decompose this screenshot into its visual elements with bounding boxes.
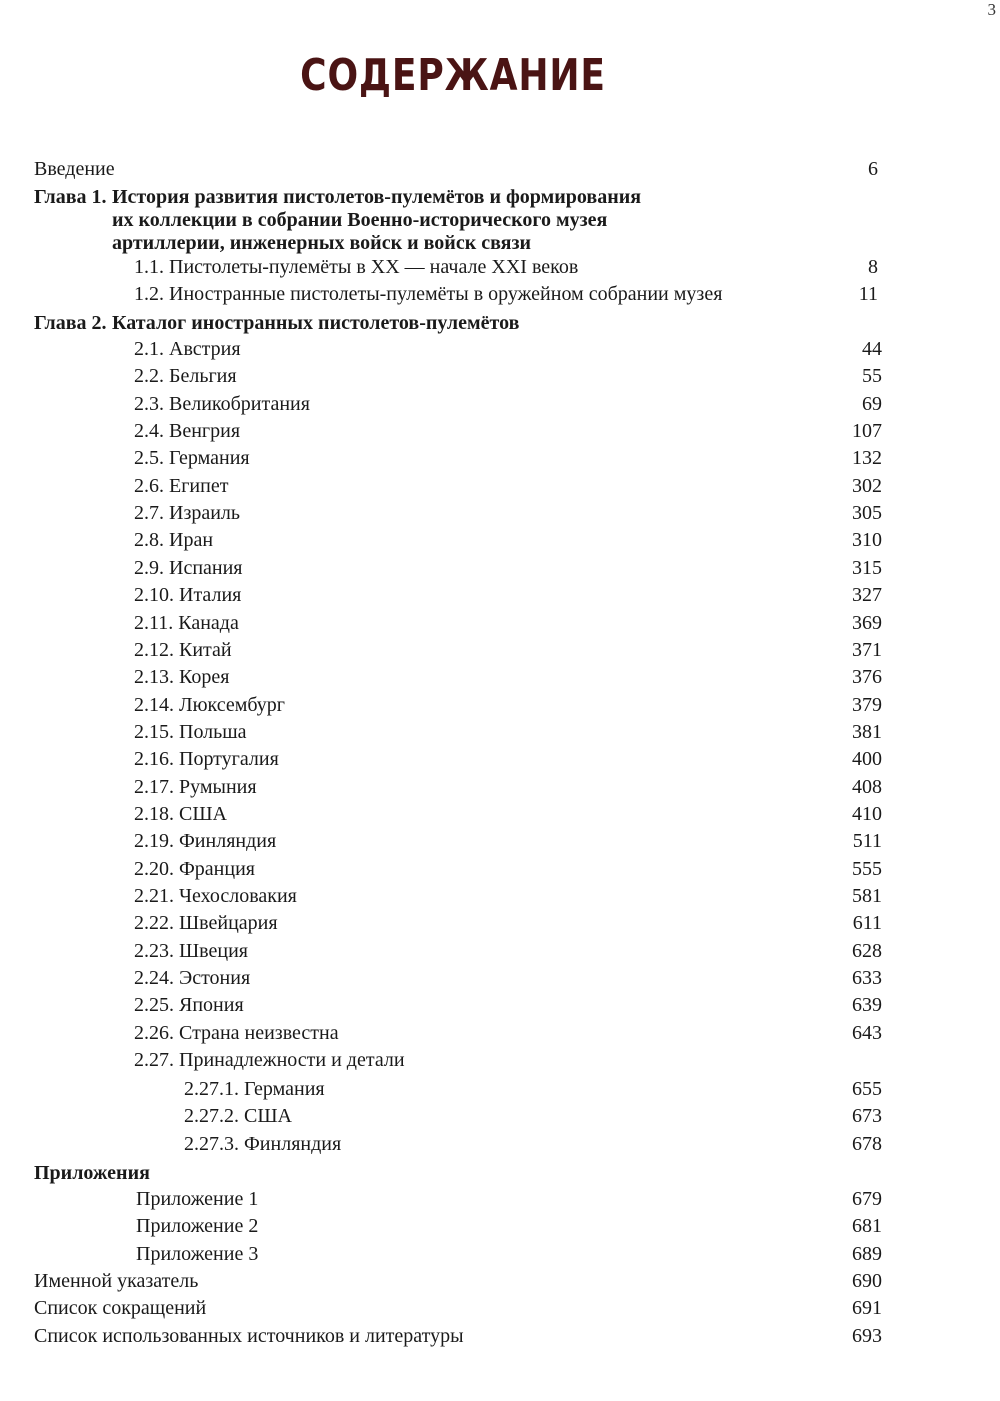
toc-entry-page: 673 xyxy=(852,1105,882,1128)
toc-entry-page: 55 xyxy=(862,365,882,388)
toc-entry[interactable] xyxy=(0,746,1000,773)
toc-entry-page: 691 xyxy=(852,1297,882,1320)
toc-subentry[interactable] xyxy=(0,1076,1000,1103)
toc-subentry[interactable] xyxy=(0,1131,1000,1158)
toc-entry[interactable] xyxy=(0,1268,1000,1295)
toc-entry-page: 690 xyxy=(852,1270,882,1292)
toc-entry-page: 6 xyxy=(868,158,878,180)
toc-entry-label: 2.6. Египет xyxy=(134,474,229,497)
appendices-title: Приложения xyxy=(34,1162,150,1184)
toc-entry-page: 681 xyxy=(852,1215,882,1238)
toc-entry-page: 44 xyxy=(862,338,882,360)
toc-entry-label: Приложение 1 xyxy=(136,1188,259,1210)
toc-entry[interactable] xyxy=(0,938,1000,965)
toc-entry[interactable] xyxy=(0,637,1000,664)
toc-entry-page: 69 xyxy=(862,392,882,415)
toc-entry-page: 315 xyxy=(852,556,882,579)
toc-entry-label: Приложение 2 xyxy=(136,1215,259,1238)
toc-entry-page: 8 xyxy=(868,256,878,278)
toc-entry-page: 628 xyxy=(852,939,882,962)
toc-entry-label: 2.23. Швеция xyxy=(134,939,248,962)
toc-entry-label: Приложение 3 xyxy=(136,1242,259,1265)
toc-entry-page: 655 xyxy=(852,1078,882,1100)
toc-entry-label: 2.10. Италия xyxy=(134,584,242,607)
toc-entry-page: 381 xyxy=(852,720,882,743)
chapter-2-title: Каталог иностранных пистолетов-пулемётов xyxy=(112,312,520,334)
toc-entry[interactable] xyxy=(0,418,1000,445)
toc-entry-label: 2.27.1. Германия xyxy=(184,1078,325,1100)
toc-entry-page: 511 xyxy=(852,830,882,853)
toc-entry-label: Введение xyxy=(34,158,115,180)
toc-entry[interactable] xyxy=(0,664,1000,691)
toc-entry-label: 1.1. Пистолеты-пулемёты в XX — начале XXI веков xyxy=(134,256,579,278)
toc-entry-page: 611 xyxy=(852,912,882,935)
toc-entry-page: 689 xyxy=(852,1242,882,1265)
toc-entry[interactable] xyxy=(0,1047,1000,1074)
toc-entry-label: 2.15. Польша xyxy=(134,720,247,743)
toc-entry-page: 581 xyxy=(852,885,882,907)
toc-entry[interactable] xyxy=(0,610,1000,637)
page-number: 3 xyxy=(987,0,996,19)
toc-entry-label: Список сокращений xyxy=(34,1297,207,1320)
toc-entry[interactable] xyxy=(0,555,1000,582)
toc-entry-label: 2.19. Финляндия xyxy=(134,830,277,853)
toc-entry-label: 2.5. Германия xyxy=(134,447,250,470)
toc-entry[interactable] xyxy=(0,719,1000,746)
toc-entry[interactable] xyxy=(0,254,1000,281)
toc-entry[interactable] xyxy=(0,828,1000,855)
toc-entry-page: 376 xyxy=(852,666,882,689)
toc-entry-label: 2.16. Португалия xyxy=(134,748,279,771)
chapter-1-title-line: их коллекции в собрании Военно-исторического музея xyxy=(112,209,608,231)
page-title: СОДЕРЖАНИЕ xyxy=(300,50,606,101)
toc-entry-label: 2.4. Венгрия xyxy=(134,420,241,443)
toc-entry-label: 2.12. Китай xyxy=(134,638,232,661)
chapter-1-title-line: артиллерии, инженерных войск и войск связи xyxy=(112,232,532,254)
toc-entry-page: 379 xyxy=(852,693,882,716)
chapter-1-prefix: Глава 1. xyxy=(34,186,107,208)
toc-entry-label: 2.25. Япония xyxy=(134,994,244,1017)
toc-appendix-entry[interactable] xyxy=(0,1241,1000,1268)
toc-entry-page: 693 xyxy=(852,1324,882,1347)
toc-subentry[interactable] xyxy=(0,1103,1000,1130)
toc-entry-label: Именной указатель xyxy=(34,1270,199,1292)
toc-entry-label: 2.21. Чехословакия xyxy=(134,885,297,907)
toc-entry-label: 2.13. Корея xyxy=(134,666,230,689)
toc-entry-label: Список использованных источников и литературы xyxy=(34,1324,464,1347)
toc-entry-page: 371 xyxy=(852,638,882,661)
toc-entry[interactable] xyxy=(0,445,1000,472)
toc-entry-page: 302 xyxy=(852,474,882,497)
toc-entry-page: 310 xyxy=(852,529,882,552)
toc-entry-label: 2.22. Швейцария xyxy=(134,912,278,935)
toc-entry-label: 2.26. Страна неизвестна xyxy=(134,1021,339,1044)
toc-entry-page: 369 xyxy=(852,611,882,634)
toc-entry-label: 2.17. Румыния xyxy=(134,775,257,798)
toc-entry[interactable] xyxy=(0,582,1000,609)
toc-entry-page: 107 xyxy=(852,420,882,443)
toc-entry-intro[interactable] xyxy=(0,156,1000,183)
toc-entry-page: 305 xyxy=(852,502,882,525)
toc-entry[interactable] xyxy=(0,363,1000,390)
toc-entry-label: 2.1. Австрия xyxy=(134,338,241,360)
toc-entry-label: 1.2. Иностранные пистолеты-пулемёты в оружейном собрании музея xyxy=(134,283,723,305)
toc-appendix-entry[interactable] xyxy=(0,1213,1000,1240)
toc-entry-page: 679 xyxy=(852,1188,882,1210)
toc-entry[interactable] xyxy=(0,856,1000,883)
chapter-2-prefix: Глава 2. xyxy=(34,312,107,334)
toc-entry-label: 2.18. США xyxy=(134,802,227,825)
toc-entry-label: 2.7. Израиль xyxy=(134,502,241,525)
toc-entry[interactable] xyxy=(0,336,1000,363)
toc-entry-page: 639 xyxy=(852,994,882,1017)
toc-entry[interactable] xyxy=(0,391,1000,418)
toc-entry-page: 633 xyxy=(852,967,882,990)
toc-entry-label: 2.27.3. Финляндия xyxy=(184,1132,342,1155)
toc-entry[interactable] xyxy=(0,883,1000,910)
toc-entry[interactable] xyxy=(0,1295,1000,1322)
toc-entry-label: 2.24. Эстония xyxy=(134,967,251,990)
toc-entry-label: 2.3. Великобритания xyxy=(134,392,310,415)
toc-entry-label: 2.27.2. США xyxy=(184,1105,292,1128)
toc-entry-label: 2.9. Испания xyxy=(134,556,243,579)
toc-entry[interactable] xyxy=(0,910,1000,937)
toc-entry-label: 2.20. Франция xyxy=(134,857,255,880)
toc-entry[interactable] xyxy=(0,1020,1000,1047)
toc-entry-page: 643 xyxy=(852,1021,882,1044)
toc-entry[interactable] xyxy=(0,527,1000,554)
toc-entry[interactable] xyxy=(0,281,1000,308)
toc-entry[interactable] xyxy=(0,692,1000,719)
toc-entry-page: 555 xyxy=(852,857,882,880)
toc-entry-label: 2.2. Бельгия xyxy=(134,365,237,388)
toc-entry-label: 2.14. Люксембург xyxy=(134,693,285,716)
toc-entry-page: 678 xyxy=(852,1132,882,1155)
toc-entry-page: 132 xyxy=(852,447,882,470)
toc-entry-page: 11 xyxy=(858,283,878,305)
toc-entry[interactable] xyxy=(0,801,1000,828)
toc-entry-page: 410 xyxy=(852,802,882,825)
toc-entry-label: 2.11. Канада xyxy=(134,611,239,634)
toc-entry[interactable] xyxy=(0,473,1000,500)
toc-entry[interactable] xyxy=(0,774,1000,801)
toc-entry-page: 327 xyxy=(852,584,882,607)
chapter-1-title-line: История развития пистолетов-пулемётов и формирования xyxy=(112,186,642,208)
toc-entry[interactable] xyxy=(0,965,1000,992)
toc-entry[interactable] xyxy=(0,500,1000,527)
toc-entry-label: 2.8. Иран xyxy=(134,529,214,552)
toc-entry-label: 2.27. Принадлежности и детали xyxy=(134,1049,405,1072)
toc-entry[interactable] xyxy=(0,1323,1000,1350)
toc-entry-page: 408 xyxy=(852,775,882,798)
toc-appendix-entry[interactable] xyxy=(0,1186,1000,1213)
toc-entry-page: 400 xyxy=(852,748,882,771)
toc-entry[interactable] xyxy=(0,992,1000,1019)
